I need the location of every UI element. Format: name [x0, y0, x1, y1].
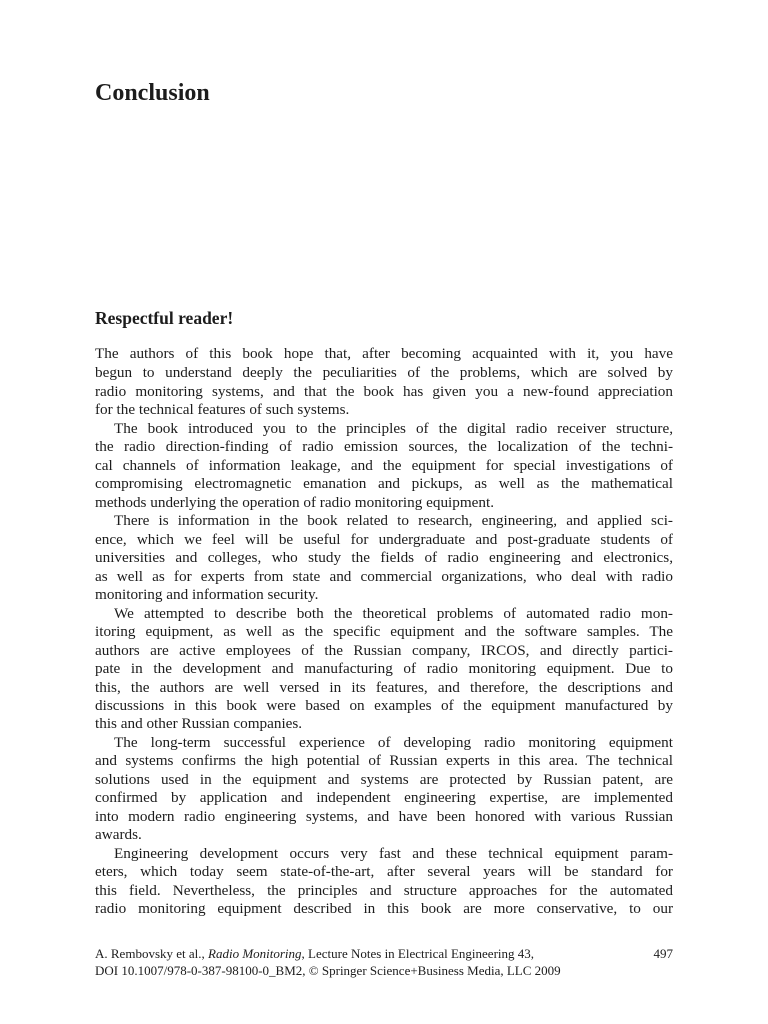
body-line: and systems confirms the high potential of Russian experts in this area. The technical — [95, 752, 673, 769]
body-line: methods underlying the operation of radio monitoring equipment. — [95, 494, 495, 511]
body-line: itoring equipment, as well as the specific equipment and the software samples. The — [95, 623, 673, 640]
citation-line — [95, 945, 673, 962]
body-line: solutions used in the equipment and systems are protected by Russian patent, are — [95, 771, 673, 788]
body-line: The authors of this book hope that, after becoming acquainted with it, you have — [95, 345, 673, 362]
body-line: awards. — [95, 826, 142, 843]
body-line: We attempted to describe both the theoretical problems of automated radio mon- — [114, 605, 673, 622]
body-line: monitoring and information security. — [95, 586, 319, 603]
body-line: universities and colleges, who study the fields of radio engineering and electronics, — [95, 549, 673, 566]
body-line: as well as for experts from state and commercial organizations, who deal with radio — [95, 568, 673, 585]
body-line: pate in the development and manufacturing of radio monitoring equipment. Due to — [95, 660, 673, 677]
body-line: the radio direction-finding of radio emission sources, the localization of the techni- — [95, 438, 673, 455]
body-line: begun to understand deeply the peculiarities of the problems, which are solved by — [95, 364, 673, 381]
body-line: compromising electromagnetic emanation and pickups, as well as the mathematical — [95, 475, 673, 492]
footer-authors: A. Rembovsky et al., — [95, 946, 209, 961]
body-line: discussions in this book were based on examples of the equipment manufactured by — [95, 697, 673, 714]
body-line: for the technical features of such systems. — [95, 401, 350, 418]
section-heading: Respectful reader! — [95, 308, 234, 328]
doi-line: DOI 10.1007/978-0-387-98100-0_BM2, © Springer Science+Business Media, LLC 2009 — [95, 963, 561, 978]
body-line: The book introduced you to the principles of the digital radio receiver structure, — [114, 420, 673, 437]
body-line: this and other Russian companies. — [95, 715, 303, 732]
chapter-title: Conclusion — [95, 80, 210, 106]
body-line: The long-term successful experience of developing radio monitoring equipment — [114, 734, 673, 751]
body-line: cal channels of information leakage, and the equipment for special investigations of — [95, 457, 673, 474]
footer-book-title: Radio Monitoring — [208, 946, 302, 961]
body-line: There is information in the book related to research, engineering, and applied sci- — [114, 512, 673, 529]
page-number: 497 — [653, 946, 673, 961]
body-line: radio monitoring equipment described in this book are more conservative, to our — [95, 900, 673, 917]
body-line: eters, which today seem state-of-the-art, after several years will be standard for — [95, 863, 673, 880]
body-line: radio monitoring systems, and that the book has given you a new-found appreciation — [95, 383, 673, 400]
body-line: this, the authors are well versed in its features, and therefore, the descriptions and — [95, 679, 673, 696]
body-line: into modern radio engineering systems, and have been honored with various Russian — [95, 808, 673, 825]
footer-series: , Lecture Notes in Electrical Engineering 43, — [301, 946, 535, 961]
body-line: this field. Nevertheless, the principles and structure approaches for the automated — [95, 882, 673, 899]
body-line: Engineering development occurs very fast and these technical equipment param- — [114, 845, 673, 862]
body-line: authors are active employees of the Russian company, IRCOS, and directly partici- — [95, 642, 673, 659]
body-line: ence, which we feel will be useful for undergraduate and post-graduate students of — [95, 531, 673, 548]
body-line: confirmed by application and independent engineering expertise, are implemented — [95, 789, 673, 806]
